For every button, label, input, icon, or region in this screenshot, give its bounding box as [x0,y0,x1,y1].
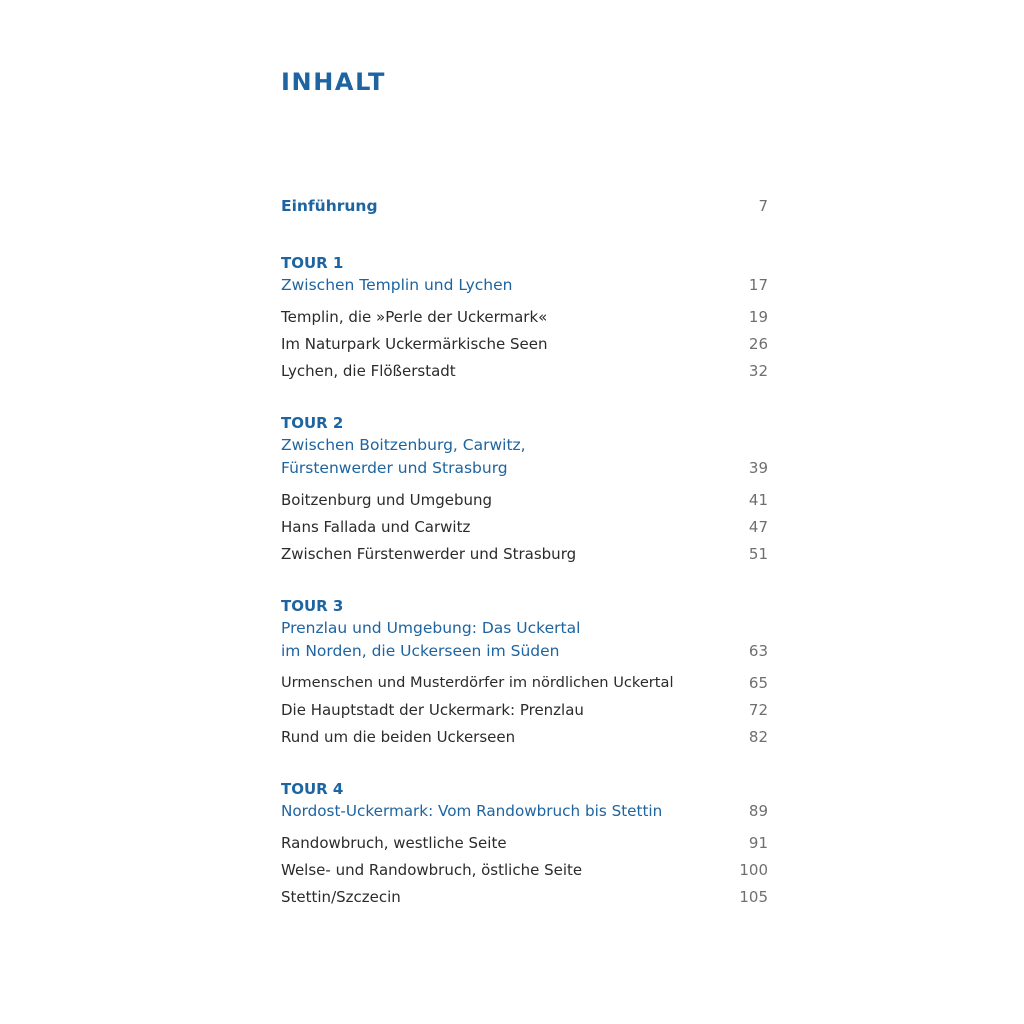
tour-3-title-row-line-1[interactable] [281,616,770,640]
tour-2-label: TOUR 2 [281,414,344,432]
tour-2-title-row-line-1[interactable] [281,433,770,457]
toc-entry-label: Zwischen Fürstenwerder und Strasburg [281,545,577,563]
toc-entry-label: Die Hauptstadt der Uckermark: Prenzlau [281,701,584,719]
tour-1-label: TOUR 1 [281,254,344,272]
toc-entry-label: Urmenschen und Musterdörfer im nördlichen Uckertal [281,674,674,691]
tour-2-title-row-line-2[interactable] [281,456,770,480]
toc-entry-label: Hans Fallada und Carwitz [281,518,471,536]
tour-3-title-line-2: im Norden, die Uckerseen im Süden [281,642,560,660]
tour-1-title: Zwischen Templin und Lychen [281,276,513,294]
toc-entry-label: Randowbruch, westliche Seite [281,834,507,852]
toc-entry-row[interactable] [281,359,770,383]
toc-entry-page: 100 [739,861,768,879]
toc-entry-page: 47 [748,518,768,536]
toc-entry-row[interactable] [281,671,770,695]
toc-entry-page: 82 [748,728,768,746]
tour-4-title: Nordost-Uckermark: Vom Randowbruch bis Stettin [281,802,663,820]
toc-entry-row[interactable] [281,831,770,855]
toc-entry-page: 51 [748,545,768,563]
toc-entry-page: 32 [748,362,768,380]
tour-4-page: 89 [748,802,768,820]
toc-entry-label: Rund um die beiden Uckerseen [281,728,516,746]
tour-3-page: 63 [748,642,768,660]
toc-entry-page: 41 [748,491,768,509]
toc-entry-row[interactable] [281,488,770,512]
toc-entry-page: 26 [748,335,768,353]
tour-4-label: TOUR 4 [281,780,344,798]
toc-intro-row[interactable] [281,194,770,218]
toc-entry-page: 65 [748,674,768,692]
tour-1-page: 17 [748,276,768,294]
toc-intro-label: Einführung [281,197,378,215]
tour-2-title-line-1: Zwischen Boitzenburg, Carwitz, [281,436,526,454]
toc-entry-page: 91 [748,834,768,852]
toc-entry-row[interactable] [281,332,770,356]
toc-entry-label: Stettin/Szczecin [281,888,401,906]
tour-4-title-row[interactable] [281,799,770,823]
toc-entry-label: Boitzenburg und Umgebung [281,491,493,509]
tour-3-title-line-1: Prenzlau und Umgebung: Das Uckertal [281,619,581,637]
toc-entry-label: Templin, die »Perle der Uckermark« [281,308,548,326]
page-title: INHALT [281,68,386,96]
toc-entry-row[interactable] [281,698,770,722]
toc-entry-row[interactable] [281,885,770,909]
table-of-contents [281,0,770,1024]
toc-entry-page: 19 [748,308,768,326]
toc-entry-row[interactable] [281,515,770,539]
toc-entry-row[interactable] [281,305,770,329]
tour-2-title-line-2: Fürstenwerder und Strasburg [281,459,508,477]
tour-2-page: 39 [748,459,768,477]
toc-entry-row[interactable] [281,858,770,882]
toc-entry-page: 105 [739,888,768,906]
toc-entry-label: Lychen, die Flößerstadt [281,362,456,380]
toc-entry-row[interactable] [281,725,770,749]
toc-entry-label: Im Naturpark Uckermärkische Seen [281,335,548,353]
toc-entry-row[interactable] [281,542,770,566]
tour-3-label: TOUR 3 [281,597,344,615]
toc-intro-page: 7 [758,197,768,215]
toc-entry-page: 72 [748,701,768,719]
toc-entry-label: Welse- und Randowbruch, östliche Seite [281,861,583,879]
tour-3-title-row-line-2[interactable] [281,639,770,663]
tour-1-title-row[interactable] [281,273,770,297]
